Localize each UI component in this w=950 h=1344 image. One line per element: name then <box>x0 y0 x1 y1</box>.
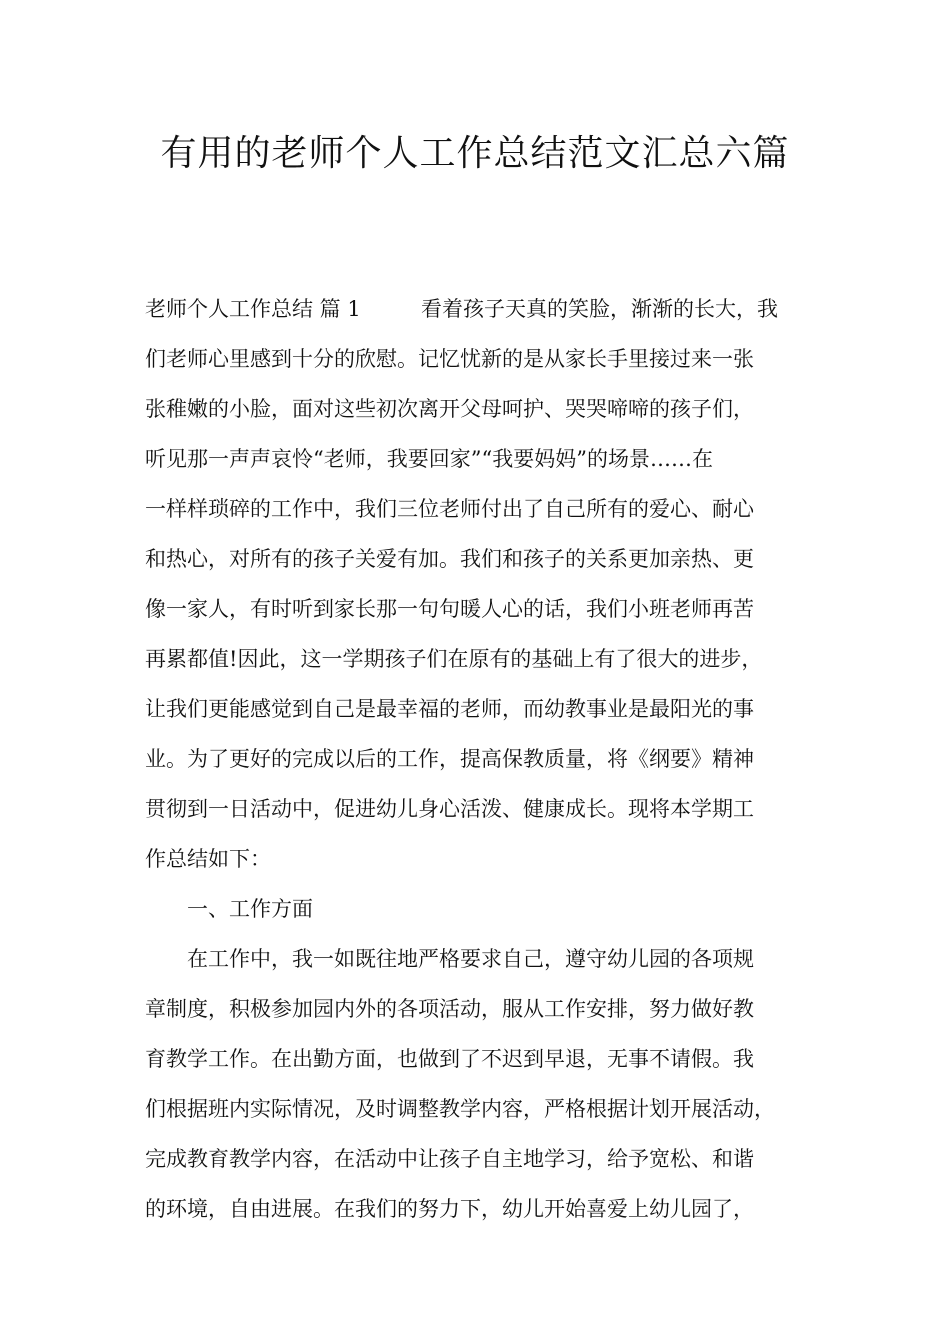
text-line: 张稚嫩的小脸，面对这些初次离开父母呵护、哭哭啼啼的孩子们， <box>145 397 754 421</box>
text-line: 在工作中，我一如既往地严格要求自己，遵守幼儿园的各项规 <box>187 947 754 971</box>
section-label: 老师个人工作总结 篇 1 <box>145 297 361 321</box>
text-line: 们老师心里感到十分的欣慰。记忆忧新的是从家长手里接过来一张 <box>145 347 754 371</box>
paragraph-first-line <box>145 284 805 334</box>
text-line: 章制度，积极参加园内外的各项活动，服从工作安排，努力做好教 <box>145 997 754 1021</box>
text-line: 完成教育教学内容，在活动中让孩子自主地学习，给予宽松、和谐 <box>145 1147 754 1171</box>
text-line: 像一家人，有时听到家长那一句句暖人心的话，我们小班老师再苦 <box>145 597 754 621</box>
text-line: 业。为了更好的完成以后的工作，提高保教质量，将《纲要》精神 <box>145 747 754 771</box>
text-line: 育教学工作。在出勤方面，也做到了不迟到早退，无事不请假。我 <box>145 1047 754 1071</box>
text-line: 一样样琐碎的工作中，我们三位老师付出了自己所有的爱心、耐心 <box>145 497 754 521</box>
text-line: 的环境，自由进展。在我们的努力下，幼儿开始喜爱上幼儿园了， <box>145 1197 754 1221</box>
text-line: 贯彻到一日活动中，促进幼儿身心活泼、健康成长。现将本学期工 <box>145 797 754 821</box>
text-line: 作总结如下： <box>145 847 271 871</box>
text-line: 们根据班内实际情况，及时调整教学内容，严格根据计划开展活动， <box>145 1097 775 1121</box>
text-line: 和热心，对所有的孩子关爱有加。我们和孩子的关系更加亲热、更 <box>145 547 754 571</box>
text-line: 让我们更能感觉到自己是最幸福的老师，而幼教事业是最阳光的事 <box>145 697 754 721</box>
text-line: 看着孩子天真的笑脸，渐渐的长大，我 <box>421 297 778 321</box>
document-body <box>145 284 805 1234</box>
document-title: 有用的老师个人工作总结范文汇总六篇 <box>160 133 790 174</box>
text-line: 听见那一声声哀怜“老师，我要回家”“我要妈妈”的场景……在 <box>145 447 713 471</box>
section-heading: 一、工作方面 <box>187 897 313 921</box>
text-line: 再累都值!因此，这一学期孩子们在原有的基础上有了很大的进步， <box>145 647 763 671</box>
